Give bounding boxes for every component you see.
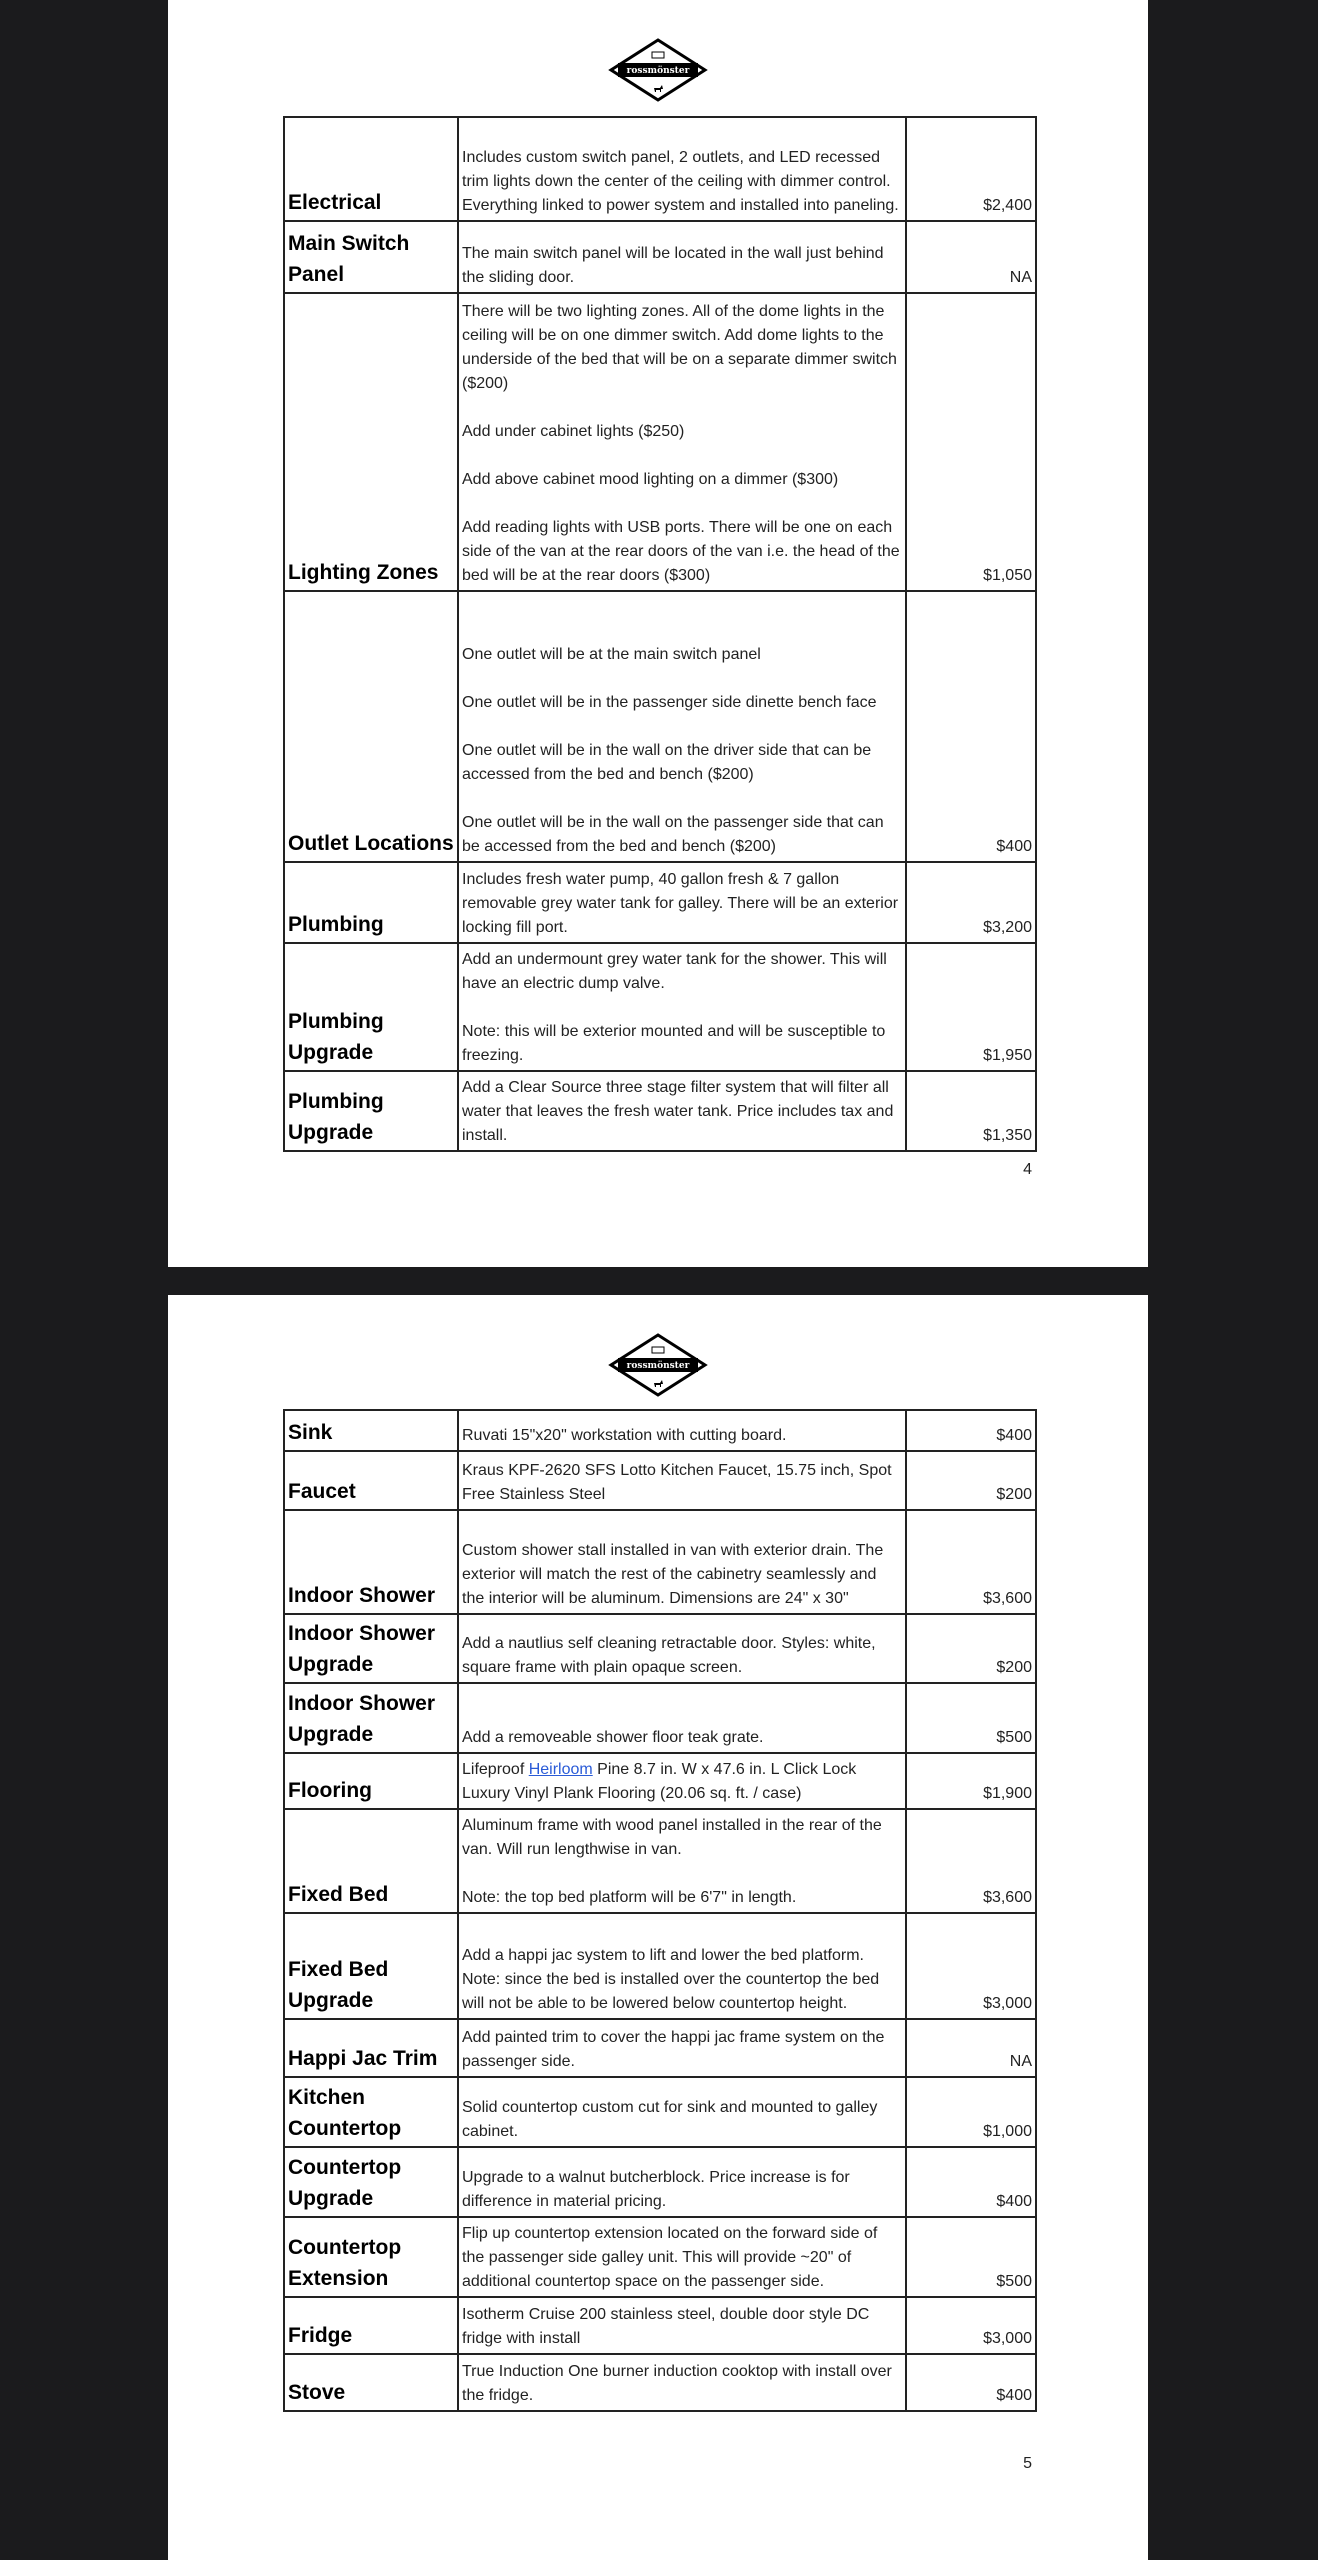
- item-price: $400: [906, 591, 1036, 862]
- table-row: [284, 1451, 1036, 1510]
- spec-table: [283, 116, 1037, 1152]
- item-name: Fixed Bed Upgrade: [284, 1913, 458, 2019]
- item-name: Electrical: [284, 117, 458, 221]
- item-price: $1,350: [906, 1071, 1036, 1151]
- table-row: [284, 2077, 1036, 2147]
- item-name: Indoor Shower: [284, 1510, 458, 1614]
- item-name: Plumbing Upgrade: [284, 1071, 458, 1151]
- spec-table: [283, 1409, 1037, 2412]
- item-description: Isotherm Cruise 200 stainless steel, double door style DC fridge with install: [458, 2297, 906, 2354]
- table-row: [284, 1913, 1036, 2019]
- page-number: 4: [1023, 1161, 1032, 1178]
- document-page-4: [168, 0, 1148, 1267]
- item-description: Includes fresh water pump, 40 gallon fresh & 7 gallon removable grey water tank for galley. There will be an exterior locking fill port.: [458, 862, 906, 943]
- item-name: Faucet: [284, 1451, 458, 1510]
- table-row: [284, 943, 1036, 1071]
- table-row: [284, 221, 1036, 293]
- item-name: Fridge: [284, 2297, 458, 2354]
- table-row: [284, 2217, 1036, 2297]
- table-row: [284, 1614, 1036, 1683]
- item-name: Lighting Zones: [284, 293, 458, 591]
- item-description: Add an undermount grey water tank for the shower. This will have an electric dump valve. Note: this will be exterior mounted and will be susceptible to freezing.: [458, 943, 906, 1071]
- item-description: Aluminum frame with wood panel installed in the rear of the van. Will run lengthwise in van. Note: the top bed platform will be 6'7" in length.: [458, 1809, 906, 1913]
- rossmonster-logo: [608, 38, 708, 102]
- item-name: Stove: [284, 2354, 458, 2411]
- item-price: $500: [906, 2217, 1036, 2297]
- item-price: NA: [906, 2019, 1036, 2077]
- item-price: $3,000: [906, 1913, 1036, 2019]
- item-price: $3,000: [906, 2297, 1036, 2354]
- item-name: Kitchen Countertop: [284, 2077, 458, 2147]
- item-description: There will be two lighting zones. All of the dome lights in the ceiling will be on one dimmer switch. Add dome lights to the underside of the bed that will be on a separate dimmer switch ($200) Add under cabinet lights ($250) Add above cabinet mood lighting on a dimmer ($300) Add reading lights with USB ports. There will be one on each side of the van at the rear doors of the van i.e. the head of the bed will be at the rear doors ($300): [458, 293, 906, 591]
- item-description: One outlet will be at the main switch panel One outlet will be in the passenger side dinette bench face One outlet will be in the wall on the driver side that can be accessed from the bed and bench ($200) One outlet will be in the wall on the passenger side that can be accessed from the bed and bench ($200): [458, 591, 906, 862]
- item-name: Fixed Bed: [284, 1809, 458, 1913]
- item-name: Flooring: [284, 1753, 458, 1809]
- item-description: Solid countertop custom cut for sink and mounted to galley cabinet.: [458, 2077, 906, 2147]
- item-price: $200: [906, 1451, 1036, 1510]
- item-name: Indoor Shower Upgrade: [284, 1683, 458, 1753]
- item-description: Add painted trim to cover the happi jac frame system on the passenger side.: [458, 2019, 906, 2077]
- item-name: Happi Jac Trim: [284, 2019, 458, 2077]
- page-number: 5: [1023, 2455, 1032, 2472]
- item-price: $400: [906, 2354, 1036, 2411]
- item-price: $1,050: [906, 293, 1036, 591]
- item-name: Outlet Locations: [284, 591, 458, 862]
- item-description: Add a removeable shower floor teak grate.: [458, 1683, 906, 1753]
- table-row: [284, 1753, 1036, 1809]
- item-name: Countertop Extension: [284, 2217, 458, 2297]
- item-description: [458, 1753, 906, 1809]
- item-price: $1,900: [906, 1753, 1036, 1809]
- heirloom-link[interactable]: Heirloom: [528, 1761, 593, 1778]
- item-description: Kraus KPF-2620 SFS Lotto Kitchen Faucet, 15.75 inch, Spot Free Stainless Steel: [458, 1451, 906, 1510]
- table-row: [284, 1510, 1036, 1614]
- description-text: Pine 8.7 in. W x 47.6 in. L Click Lock Luxury Vinyl Plank Flooring (20.06 sq. ft. / case): [462, 1761, 857, 1802]
- table-row: [284, 2147, 1036, 2217]
- table-row: [284, 2354, 1036, 2411]
- item-price: $400: [906, 2147, 1036, 2217]
- item-price: $3,600: [906, 1809, 1036, 1913]
- item-description: Custom shower stall installed in van with exterior drain. The exterior will match the rest of the cabinetry seamlessly and the interior will be aluminum. Dimensions are 24" x 30": [458, 1510, 906, 1614]
- item-name: Countertop Upgrade: [284, 2147, 458, 2217]
- rossmonster-logo: [608, 1333, 708, 1397]
- item-price: NA: [906, 221, 1036, 293]
- item-price: $3,600: [906, 1510, 1036, 1614]
- item-name: Indoor Shower Upgrade: [284, 1614, 458, 1683]
- document-page-5: [168, 1295, 1148, 2560]
- item-price: $500: [906, 1683, 1036, 1753]
- item-description: Flip up countertop extension located on the forward side of the passenger side galley unit. This will provide ~20" of additional countertop space on the passenger side.: [458, 2217, 906, 2297]
- table-row: [284, 862, 1036, 943]
- item-price: $200: [906, 1614, 1036, 1683]
- table-row: [284, 293, 1036, 591]
- item-description: Add a nautlius self cleaning retractable door. Styles: white, square frame with plain opaque screen.: [458, 1614, 906, 1683]
- item-price: $3,200: [906, 862, 1036, 943]
- item-name: Main Switch Panel: [284, 221, 458, 293]
- item-description: The main switch panel will be located in the wall just behind the sliding door.: [458, 221, 906, 293]
- table-row: [284, 1071, 1036, 1151]
- item-price: $1,950: [906, 943, 1036, 1071]
- svg-text:rossmönster: rossmönster: [626, 66, 690, 76]
- item-name: Plumbing: [284, 862, 458, 943]
- table-row: [284, 117, 1036, 221]
- description-text: Lifeproof: [462, 1761, 529, 1778]
- item-name: Sink: [284, 1410, 458, 1451]
- item-price: $2,400: [906, 117, 1036, 221]
- table-row: [284, 591, 1036, 862]
- item-description: True Induction One burner induction cooktop with install over the fridge.: [458, 2354, 906, 2411]
- item-name: Plumbing Upgrade: [284, 943, 458, 1071]
- item-description: Add a happi jac system to lift and lower the bed platform. Note: since the bed is installed over the countertop the bed will not be able to be lowered below countertop height.: [458, 1913, 906, 2019]
- table-row: [284, 1410, 1036, 1451]
- item-price: $1,000: [906, 2077, 1036, 2147]
- item-description: Add a Clear Source three stage filter system that will filter all water that leaves the fresh water tank. Price includes tax and install.: [458, 1071, 906, 1151]
- svg-text:rossmönster: rossmönster: [626, 1361, 690, 1371]
- item-description: Upgrade to a walnut butcherblock. Price increase is for difference in material pricing.: [458, 2147, 906, 2217]
- table-row: [284, 2019, 1036, 2077]
- item-description: Ruvati 15"x20" workstation with cutting board.: [458, 1410, 906, 1451]
- table-row: [284, 1809, 1036, 1913]
- table-row: [284, 1683, 1036, 1753]
- table-row: [284, 2297, 1036, 2354]
- item-description: Includes custom switch panel, 2 outlets, and LED recessed trim lights down the center of the ceiling with dimmer control. Everything linked to power system and installed into paneling.: [458, 117, 906, 221]
- item-price: $400: [906, 1410, 1036, 1451]
